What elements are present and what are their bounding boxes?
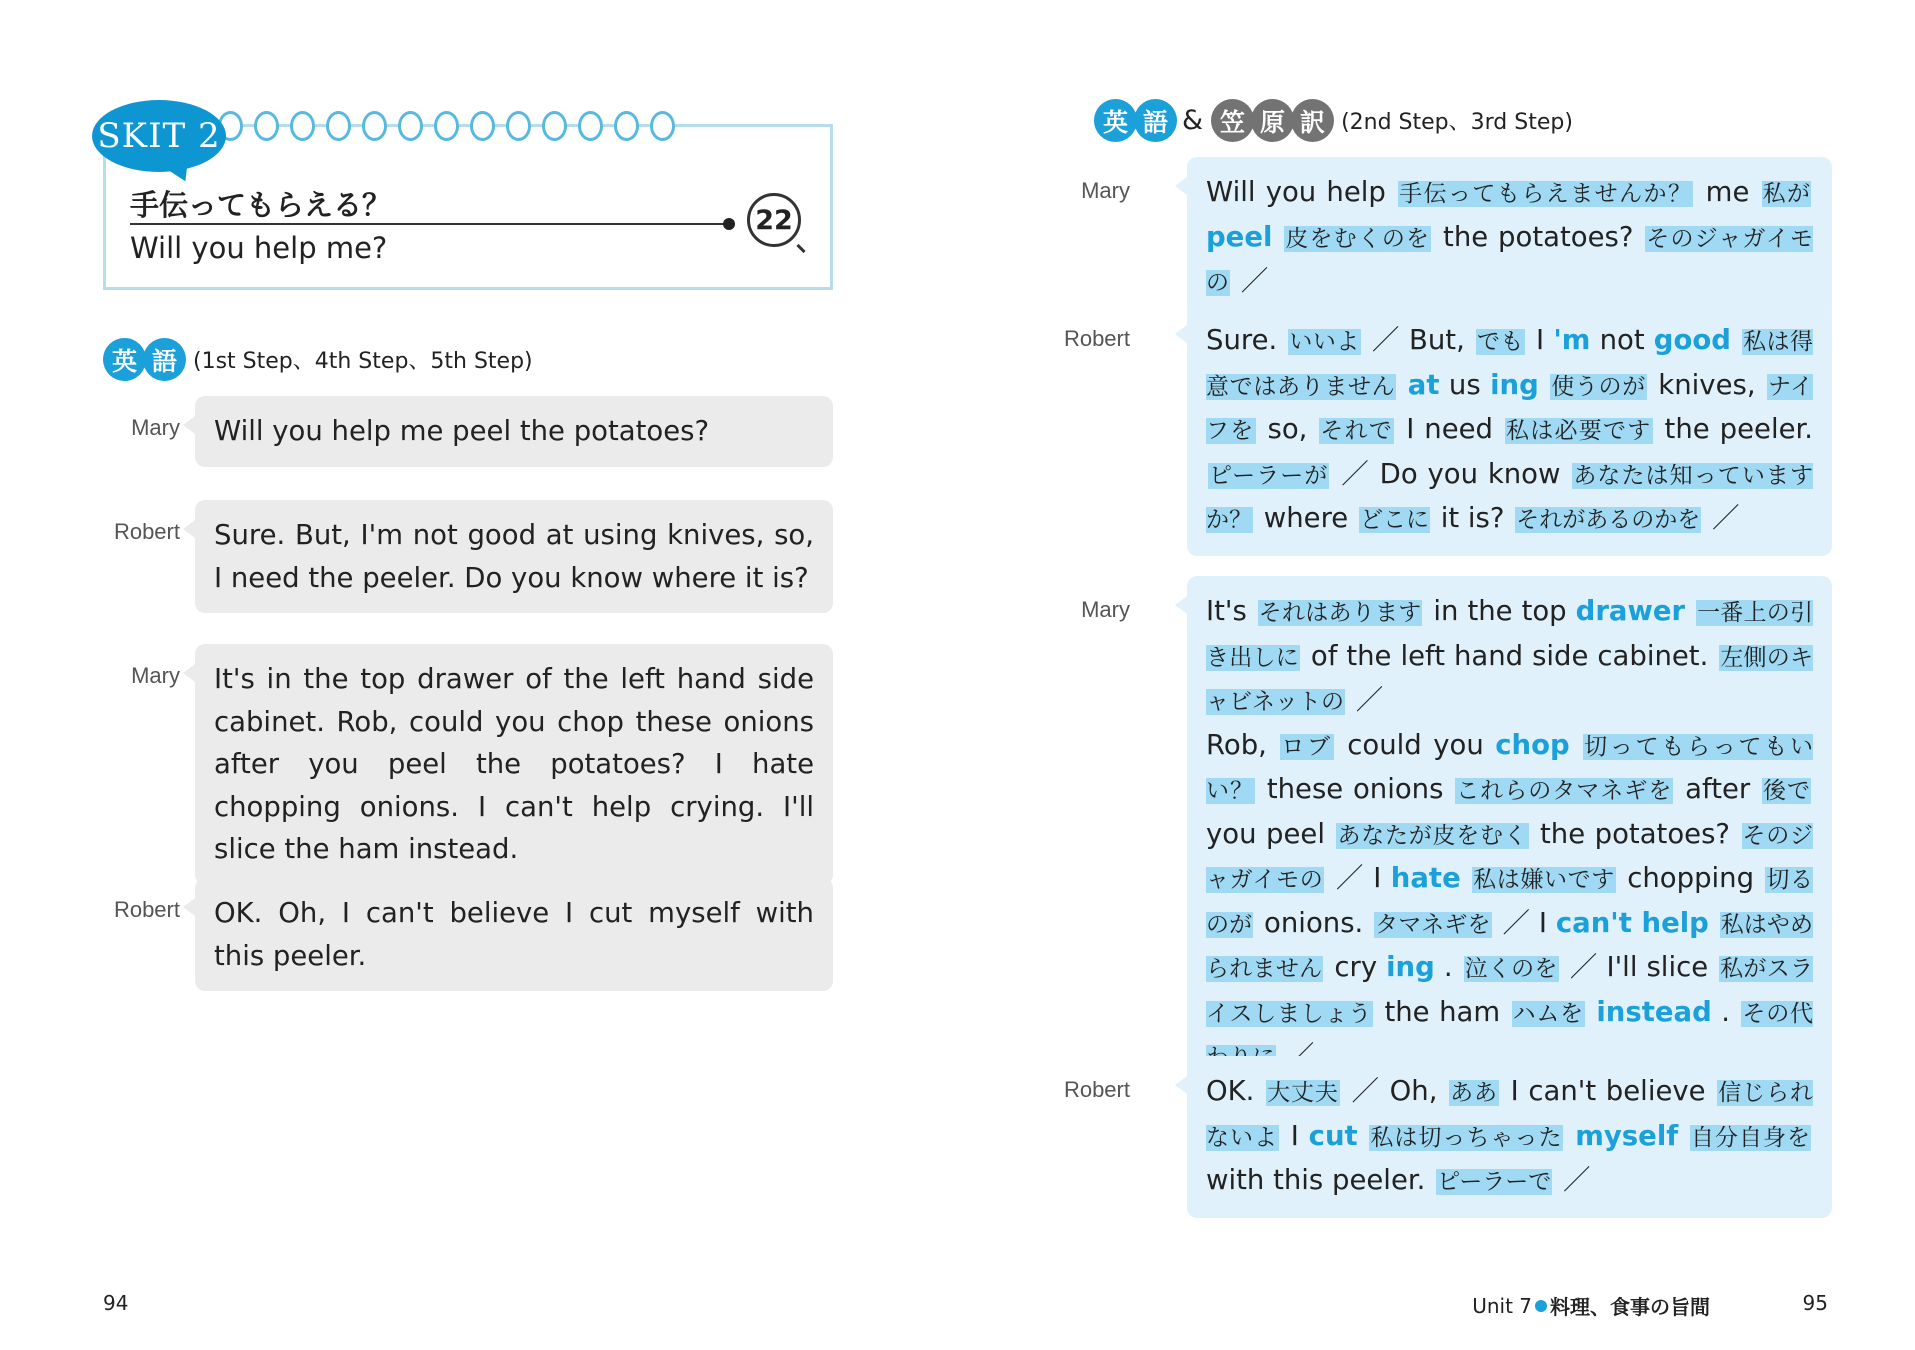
slash-bubble	[1187, 1056, 1832, 1218]
en-phrase: us	[1448, 368, 1481, 401]
section-char: 笠	[1211, 99, 1254, 142]
en-phrase: cry	[1334, 951, 1378, 983]
en-phrase: ／ I	[1502, 906, 1547, 939]
jp-gloss: そのジャガイモの	[1206, 822, 1814, 893]
ring-icon	[254, 111, 279, 141]
jp-gloss: タマネギを	[1375, 911, 1491, 938]
jp-gloss: 私がスライスしましょう	[1206, 956, 1813, 1027]
section-char: 英	[103, 338, 146, 381]
key-phrase: instead	[1596, 995, 1712, 1028]
en-phrase: Rob,	[1206, 728, 1267, 761]
key-phrase: peel	[1206, 220, 1273, 253]
jp-gloss: 私は必要です	[1506, 418, 1652, 444]
jp-gloss: これらのタマネギを	[1456, 778, 1673, 804]
en-phrase: with this peeler.	[1206, 1164, 1426, 1196]
en-phrase: so,	[1267, 413, 1308, 445]
section-char: 語	[1134, 99, 1177, 142]
jp-gloss: いいよ	[1289, 329, 1360, 355]
ring-icon	[326, 111, 351, 141]
dialogue-bubble: It's in the top drawer of the left hand side cabinet. Rob, could you chop these onions after you peel the potatoes? I hate chopping onions. I can't help crying. I'll slice the ham instead.	[195, 644, 833, 885]
en-phrase: Will you help	[1206, 176, 1386, 208]
jp-gloss: ピーラーが	[1209, 462, 1329, 489]
jp-gloss: 手伝ってもらえませんか？	[1399, 181, 1693, 207]
bullet-icon	[1535, 1300, 1547, 1312]
jp-gloss: 左側のキャビネットの	[1206, 644, 1813, 715]
en-phrase: ／ I'll slice	[1569, 951, 1709, 983]
key-phrase: at	[1407, 368, 1440, 401]
audio-track-badge[interactable]: 22	[747, 193, 801, 247]
jp-gloss: そのジャガイモの	[1206, 225, 1814, 296]
ring-icon	[578, 111, 603, 141]
en-phrase: ／ I	[1335, 862, 1382, 894]
jp-gloss: 後で	[1762, 778, 1811, 804]
jp-gloss: 私は嫌いです	[1473, 867, 1615, 893]
title-divider	[130, 223, 730, 225]
jp-gloss: ああ	[1450, 1080, 1498, 1106]
jp-gloss: でも	[1476, 329, 1524, 355]
en-phrase: of the left hand side cabinet.	[1310, 639, 1709, 672]
jp-gloss: あなたが皮をむく	[1337, 822, 1528, 849]
jp-gloss: その代	[1206, 1001, 1813, 1072]
key-phrase: myself	[1575, 1119, 1679, 1152]
key-phrase: ing	[1386, 951, 1435, 983]
key-phrase: 'm	[1553, 324, 1591, 356]
en-phrase: ／	[1355, 684, 1384, 716]
en-phrase: the ham	[1384, 995, 1501, 1028]
jp-gloss: 切るのが	[1206, 867, 1814, 938]
en-phrase: in the top	[1433, 595, 1567, 627]
slash-bubble	[1187, 305, 1832, 556]
en-phrase: ／	[1240, 265, 1269, 297]
en-phrase: I	[1290, 1119, 1299, 1152]
jp-gloss: 泣くのを	[1464, 956, 1558, 982]
unit-title: 料理、食事の旨間	[1550, 1295, 1710, 1319]
section-subtitle: (2nd Step、3rd Step)	[1341, 110, 1573, 135]
ring-icon	[290, 111, 315, 141]
en-phrase: ／ But,	[1371, 324, 1465, 356]
en-phrase: It's	[1206, 595, 1247, 627]
binder-rings	[218, 111, 675, 147]
en-phrase: I can't believe	[1510, 1075, 1706, 1107]
jp-gloss: 皮をむくのを	[1285, 225, 1431, 252]
ring-icon	[650, 111, 675, 141]
jp-gloss: それがあるのかを	[1516, 507, 1701, 533]
en-phrase: the potatoes?	[1443, 220, 1634, 253]
jp-gloss: 切ってもらってもいい？	[1206, 733, 1813, 804]
ring-icon	[542, 111, 567, 141]
jp-gloss: ナイフを	[1206, 373, 1814, 444]
en-phrase: me	[1705, 176, 1750, 208]
jp-gloss: ロブ	[1281, 733, 1333, 760]
section-char: 原	[1251, 99, 1294, 142]
en-phrase: .	[1721, 995, 1730, 1028]
jp-gloss: 使うのが	[1551, 373, 1646, 400]
dialogue-bubble: Sure. But, I'm not good at using knives, so, I need the peeler. Do you know where it is?	[195, 500, 833, 613]
jp-gloss: ピーラーで	[1437, 1169, 1552, 1195]
en-phrase: Sure.	[1206, 324, 1278, 356]
jp-gloss: 信じられないよ	[1206, 1080, 1814, 1151]
speaker-label: Robert	[113, 897, 180, 922]
en-phrase: ／ Do you know	[1341, 457, 1561, 490]
section-amp: &	[1182, 105, 1204, 136]
speaker-label: Robert	[1063, 326, 1130, 351]
dialogue-bubble: Will you help me peel the potatoes?	[195, 396, 833, 467]
jp-gloss: 自分自身を	[1690, 1124, 1810, 1151]
speaker-label: Mary	[1081, 597, 1130, 622]
en-phrase: ／	[1711, 502, 1740, 534]
divider-dot	[723, 218, 735, 230]
section-head-translation	[1094, 99, 1573, 142]
en-phrase: these onions	[1266, 773, 1444, 805]
section-subtitle: (1st Step、4th Step、5th Step)	[193, 349, 533, 374]
jp-gloss: それで	[1320, 418, 1394, 444]
key-phrase: hate	[1390, 862, 1461, 894]
unit-footer	[1472, 1291, 1710, 1320]
speaker-label: Mary	[1081, 178, 1130, 203]
en-phrase: the potatoes?	[1540, 817, 1730, 850]
en-phrase: ／ Oh,	[1351, 1075, 1438, 1107]
ring-icon	[614, 111, 639, 141]
skit-title-en: Will you help me?	[130, 231, 388, 265]
section-char: 訳	[1291, 99, 1334, 142]
ring-icon	[506, 111, 531, 141]
en-phrase: not	[1599, 324, 1645, 356]
left-page	[0, 0, 957, 1350]
en-phrase: could you	[1347, 728, 1484, 761]
ring-icon	[434, 111, 459, 141]
jp-gloss: 私が	[1762, 181, 1811, 207]
section-head-english	[103, 338, 533, 381]
unit-label: Unit 7	[1472, 1293, 1532, 1318]
en-phrase: I	[1536, 324, 1545, 356]
ring-icon	[470, 111, 495, 141]
slash-bubble	[1187, 576, 1832, 1094]
jp-gloss: 私は切っちゃった	[1370, 1124, 1563, 1151]
jp-gloss: あなたは知っていますか？	[1206, 462, 1813, 533]
jp-gloss: 私はやめられません	[1206, 911, 1813, 982]
en-phrase: OK.	[1206, 1075, 1255, 1107]
jp-gloss: 一番上の引き出しに	[1206, 600, 1814, 671]
en-phrase: chopping	[1627, 862, 1755, 894]
ring-icon	[398, 111, 423, 141]
key-phrase: cut	[1308, 1119, 1358, 1152]
en-phrase: you peel	[1206, 817, 1325, 850]
jp-gloss: それはあります	[1258, 600, 1422, 626]
section-char: 英	[1094, 99, 1137, 142]
en-phrase: it is?	[1440, 502, 1505, 534]
key-phrase: chop	[1495, 728, 1570, 761]
page-number: 95	[1802, 1291, 1828, 1315]
right-page	[957, 0, 1915, 1350]
key-phrase: drawer	[1575, 595, 1686, 627]
skit-title-jp: 手伝ってもらえる？	[130, 188, 392, 222]
en-phrase: onions.	[1264, 906, 1364, 939]
en-phrase: the peeler.	[1664, 413, 1814, 445]
en-phrase: I need	[1406, 413, 1494, 445]
jp-gloss: 私は得意ではありません	[1206, 329, 1813, 400]
en-phrase: .	[1443, 951, 1453, 983]
speaker-label: Mary	[131, 663, 180, 688]
skit-header-card	[97, 116, 833, 290]
ring-icon	[362, 111, 387, 141]
speaker-label: Mary	[131, 415, 180, 440]
jp-gloss: ハムを	[1512, 1000, 1584, 1027]
key-phrase: can't help	[1555, 906, 1709, 939]
en-phrase: ／	[1562, 1164, 1591, 1196]
dialogue-bubble: OK. Oh, I can't believe I cut myself with this peeler.	[195, 878, 833, 991]
speaker-label: Robert	[1063, 1077, 1130, 1102]
en-phrase: where	[1263, 502, 1349, 534]
jp-gloss: どこに	[1359, 507, 1429, 533]
section-char: 語	[143, 338, 186, 381]
skit-badge: SKIT 2	[92, 100, 226, 172]
jp-gloss: 大丈夫	[1267, 1080, 1339, 1106]
slash-bubble	[1187, 157, 1832, 319]
page-number: 94	[103, 1291, 129, 1315]
en-phrase: knives,	[1658, 368, 1756, 401]
key-phrase: good	[1653, 324, 1731, 356]
speaker-label: Robert	[113, 519, 180, 544]
en-phrase: after	[1685, 773, 1751, 805]
key-phrase: ing	[1490, 368, 1539, 401]
